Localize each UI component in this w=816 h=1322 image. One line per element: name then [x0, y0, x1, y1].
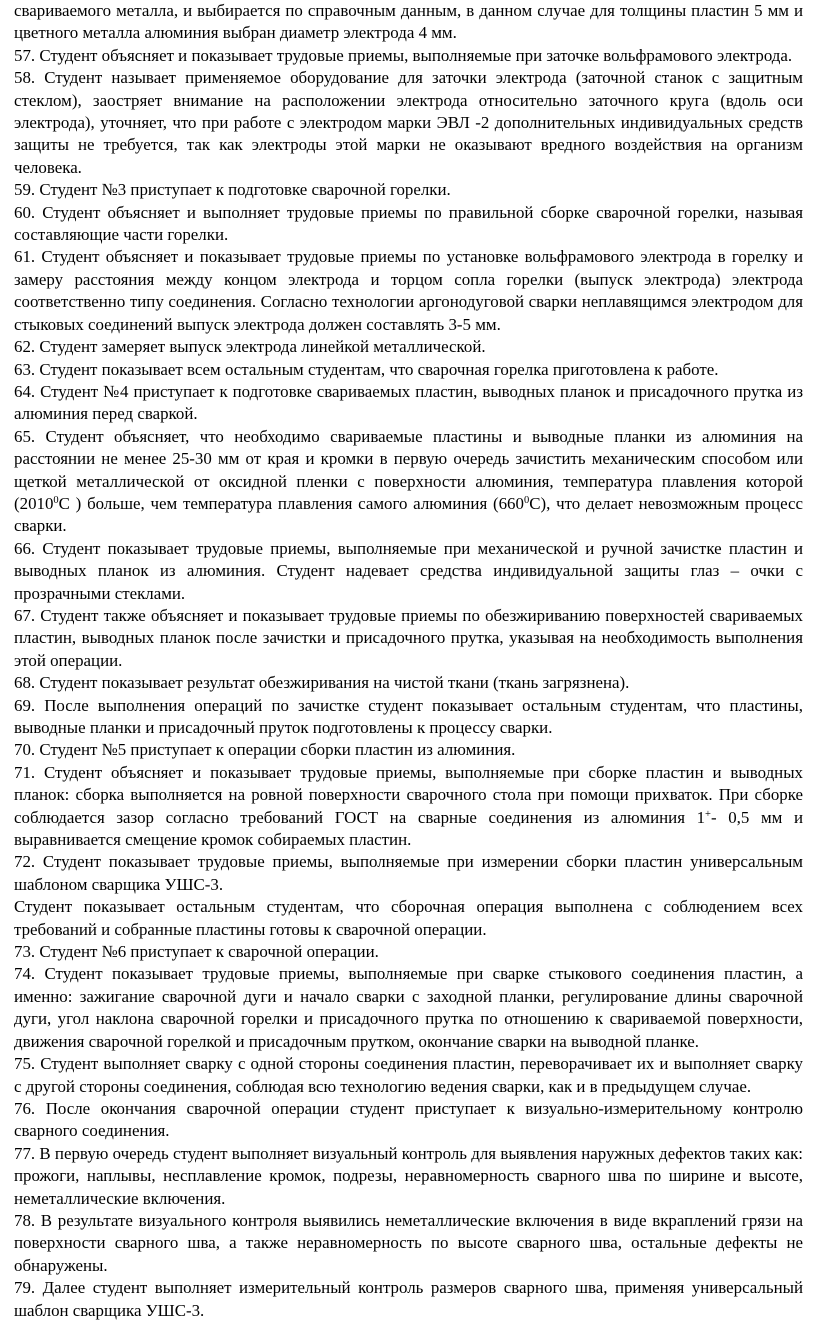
paragraph-57: 57. Студент объясняет и показывает трудовые приемы, выполняемые при заточке вольфрамового электрода.: [14, 45, 793, 65]
paragraph-58: 58. Студент называет применяемое оборудование для заточки электрода (заточной станок с защитным стеклом), заостряет внимание на расположении электрода относительно заточного круга (вдоль оси электрода), уточняет, что при работе с электродом марки ЭВЛ -2 дополнительных индивидуальных средств защиты не требуется, так как электроды этой марки не оказывают вредного воздействия на организм человека.: [14, 68, 803, 177]
paragraph-64: 64. Студент №4 приступает к подготовке свариваемых пластин, выводных планок и присадочного прутка из алюминия перед сваркой.: [14, 381, 803, 424]
paragraph-63: 63. Студент показывает всем остальным студентам, что сварочная горелка приготовлена к работе.: [14, 359, 719, 379]
paragraph-continuation: свариваемого металла, и выбирается по справочным данным, в данном случае для толщины пластин 5 мм и цветного металла алюминия выбран диаметр электрода 4 мм.: [14, 1, 803, 43]
paragraph-59: 59. Студент №3 приступает к подготовке сварочной горелки.: [14, 180, 451, 200]
paragraph-75: 75. Студент выполняет сварку с одной стороны соединения пластин, переворачивает их и выполняет сварку с другой стороны соединения, соблюдая всю технологию ведения сварки, как и в предыдущем случае.: [14, 1054, 803, 1096]
paragraph-60: 60. Студент объясняет и выполняет трудовые приемы по правильной сборке сварочной горелки, называя составляющие части горелки.: [14, 202, 803, 245]
paragraph-79: 79. Далее студент выполняет измерительный контроль размеров сварного шва, применяя универсальный шаблон сварщика УШС-3.: [14, 1278, 803, 1320]
tolerance-superscript: +: [705, 808, 711, 820]
paragraph-77: 77. В первую очередь студент выполняет визуальный контроль для выявления наружных дефектов таких как: прожоги, наплывы, несплавление кромок, подрезы, неравномерность сварного шва по ширине и высоте, неметаллические включения.: [14, 1143, 803, 1208]
paragraph-67: 67. Студент также объясняет и показывает трудовые приемы по обезжириванию поверхностей свариваемых пластин, выводных планок после зачистки и присадочного прутка, указывая на необходимость выполнения этой операции.: [14, 605, 803, 670]
paragraph-65: [14, 426, 803, 538]
paragraph-72: 72. Студент показывает трудовые приемы, выполняемые при измерении сборки пластин универсальным шаблоном сварщика УШС-3.: [14, 852, 803, 894]
paragraph-71-part-b: - 0,5 мм и выравнивается смещение кромок собираемых пластин.: [14, 807, 803, 850]
paragraph-69: 69. После выполнения операций по зачистке студент показывает остальным студентам, что пластины, выводные планки и присадочный пруток подготовлены к процессу сварки.: [14, 695, 803, 737]
degree-superscript: 0: [53, 494, 59, 506]
paragraph-78: 78. В результате визуального контроля выявились неметаллические включения в виде вкраплений грязи на поверхности сварного шва, а также неравномерность по высоте сварного шва, остальные дефекты не обнаружены.: [14, 1210, 803, 1275]
paragraph-76: 76. После окончания сварочной операции студент приступает к визуально-измерительному контролю сварного соединения.: [14, 1098, 803, 1141]
paragraph-71: [14, 762, 803, 852]
paragraph-72-note: Студент показывает остальным студентам, что сборочная операция выполнена с соблюдением всех требований и собранные пластины готовы к сварочной операции.: [14, 897, 803, 939]
paragraph-61: 61. Студент объясняет и показывает трудовые приемы по установке вольфрамового электрода в горелку и замеру расстояния между концом электрода и торцом сопла горелки (выпуск электрода) электрода соответственно типу соединения. Согласно технологии аргонодуговой сварки неплавящимся электродом для стыковых соединений выпуск электрода должен составлять 3-5 мм.: [14, 247, 803, 334]
paragraph-66: 66. Студент показывает трудовые приемы, выполняемые при механической и ручной зачистке пластин и выводных планок из алюминия. Студент надевает средства индивидуальной защиты глаз – очки с прозрачными стеклами.: [14, 538, 803, 603]
paragraph-73: 73. Студент №6 приступает к сварочной операции.: [14, 942, 379, 962]
degree-superscript: 0: [523, 494, 530, 506]
paragraph-74: 74. Студент показывает трудовые приемы, выполняемые при сварке стыкового соединения пластин, а именно: зажигание сварочной дуги и начало сварки с заходной планки, регулирование длины сварочной дуги, угол наклона сварочной горелки и присадочного прутка по отношению к свариваемой поверхности, движения сварочной горелкой и присадочным прутком, окончание сварки на выводной планке.: [14, 964, 803, 1051]
paragraph-62: 62. Студент замеряет выпуск электрода линейкой металлической.: [14, 337, 486, 357]
paragraph-65-part-c: С), что делает невозможным процесс сварки.: [14, 493, 803, 536]
paragraph-68: 68. Студент показывает результат обезжиривания на чистой ткани (ткань загрязнена).: [14, 673, 630, 693]
paragraph-71-part-a: 71. Студент объясняет и показывает трудовые приемы, выполняемые при сборке пластин и выводных планок: сборка выполняется на ровной поверхности сварочного стола при помощи прихваток. При сборке соблюдается зазор согласно требований ГОСТ на сварные соединения из алюминия 1: [14, 762, 803, 827]
paragraph-65-part-a: 65. Студент объясняет, что необходимо свариваемые пластины и выводные планки из алюминия на расстоянии не менее 25-30 мм от края и кромки в первую очередь зачистить механическим способом или щеткой металлической от оксидной пленки с поверхности алюминия, температура плавления которой (2010: [14, 426, 803, 513]
paragraph-65-part-b: С ) больше, чем температура плавления самого алюминия (660: [58, 493, 524, 513]
paragraph-70: 70. Студент №5 приступает к операции сборки пластин из алюминия.: [14, 740, 516, 760]
